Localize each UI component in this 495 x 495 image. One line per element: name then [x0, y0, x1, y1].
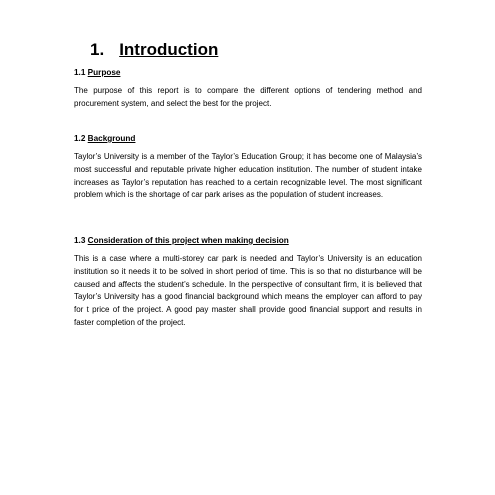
section-title: Consideration of this project when making decision — [87, 236, 289, 245]
section-title: Background — [87, 134, 136, 143]
section-title: Purpose — [87, 68, 121, 77]
section-body-consideration: This is a case where a multi-storey car park is needed and Taylor’s University is an education institution so it needs it to be solved in short period of time. This is so that no disturbance will be caused and affects the student’s schedule. In the perspective of consultant firm, it is believed that Taylor’s University has a good financial background which means the employer can afford to pay for t price of the project. A good pay master shall provide good financial support and results in faster completion of the project. — [74, 254, 422, 327]
heading-number: 1. — [90, 40, 105, 59]
heading-title: Introduction — [119, 40, 219, 59]
section-body-purpose: The purpose of this report is to compare the different options of tendering method and procurement system, and select the best for the project. — [74, 86, 422, 108]
section-number: 1.2 — [74, 134, 86, 143]
section-heading-background — [74, 134, 135, 143]
section-number: 1.3 — [74, 236, 86, 245]
section-heading-consideration — [74, 236, 289, 245]
section-number: 1.1 — [74, 68, 86, 77]
main-heading — [90, 40, 218, 60]
section-heading-purpose — [74, 68, 120, 77]
section-body-background: Taylor’s University is a member of the Taylor’s Education Group; it has become one of Malaysia’s most successful and reputable private higher education institution. The number of student intake increases as Taylor’s reputation has reached to a certain recognizable level. The most significant problem which is the shortage of car park arises as the population of student increases. — [74, 152, 422, 200]
